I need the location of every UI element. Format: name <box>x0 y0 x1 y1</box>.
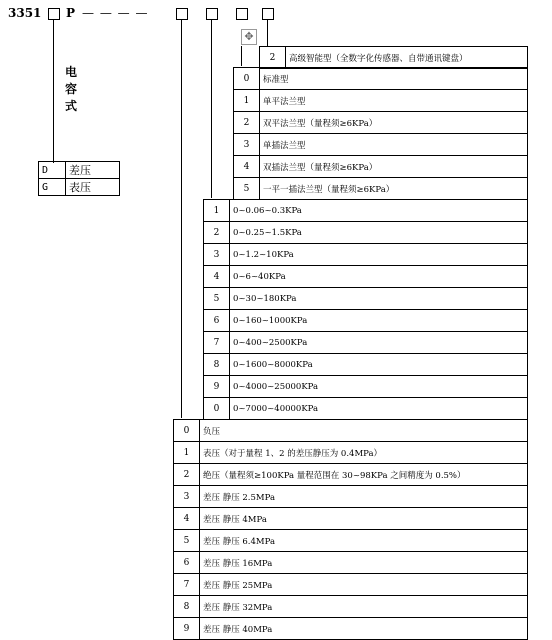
table-row <box>234 68 528 90</box>
row-code: 1 <box>174 442 200 464</box>
row-label: 差压 静压 6.4MPa <box>200 530 528 552</box>
table-row <box>204 200 528 222</box>
row-label: 0~1.2~10KPa <box>230 244 528 266</box>
table-row <box>39 179 120 196</box>
table-row <box>174 464 528 486</box>
row-label: 差压 静压 25MPa <box>200 574 528 596</box>
pressure-kind-label: 表压 <box>66 179 120 196</box>
row-label: 0~0.25~1.5KPa <box>230 222 528 244</box>
table-row <box>174 618 528 640</box>
row-label: 差压 静压 4MPa <box>200 508 528 530</box>
table-row <box>39 162 120 179</box>
static-pressure-table <box>173 419 528 640</box>
row-label: 一平一插法兰型（量程须≥6KPa） <box>260 178 528 200</box>
row-code: 2 <box>204 222 230 244</box>
table-row <box>234 112 528 134</box>
row-label: 0~6~40KPa <box>230 266 528 288</box>
table-row <box>174 442 528 464</box>
table-row <box>174 574 528 596</box>
row-code: 5 <box>174 530 200 552</box>
row-code: 4 <box>234 156 260 178</box>
row-code: 6 <box>174 552 200 574</box>
table-row <box>174 508 528 530</box>
row-label: 差压 静压 2.5MPa <box>200 486 528 508</box>
table-row <box>234 134 528 156</box>
table-row <box>174 486 528 508</box>
row-code: 5 <box>234 178 260 200</box>
row-code: 1 <box>234 90 260 112</box>
row-label: 双平法兰型（量程须≥6KPa） <box>260 112 528 134</box>
table-row <box>234 90 528 112</box>
row-code: 9 <box>204 376 230 398</box>
pressure-kind-code: G <box>39 179 66 196</box>
row-code: 0 <box>234 68 260 90</box>
model-dashes: — — — — <box>82 6 149 20</box>
row-label: 差压 静压 40MPa <box>200 618 528 640</box>
table-row <box>234 156 528 178</box>
connector-static <box>181 20 182 418</box>
row-label: 标准型 <box>260 68 528 90</box>
table-row <box>234 178 528 200</box>
table-row <box>174 552 528 574</box>
row-label: 差压 静压 16MPa <box>200 552 528 574</box>
row-label: 0~1600~8000KPa <box>230 354 528 376</box>
table-row <box>174 596 528 618</box>
code-box-4 <box>236 8 248 20</box>
table-row <box>204 266 528 288</box>
table-row <box>204 288 528 310</box>
model-series: 3351 <box>8 6 42 20</box>
row-label: 0~400~2500KPa <box>230 332 528 354</box>
row-label: 0~7000~40000KPa <box>230 398 528 420</box>
row-label: 单插法兰型 <box>260 134 528 156</box>
model-type-letter: P <box>66 6 76 20</box>
structure-table <box>233 67 528 200</box>
row-code: 8 <box>204 354 230 376</box>
row-code: 1 <box>204 200 230 222</box>
row-code: 0 <box>204 398 230 420</box>
row-code: 6 <box>204 310 230 332</box>
row-label: 0~0.06~0.3KPa <box>230 200 528 222</box>
row-code: 3 <box>234 134 260 156</box>
table-row <box>174 530 528 552</box>
row-code: 7 <box>204 332 230 354</box>
connector-range <box>211 20 212 198</box>
table-row <box>174 420 528 442</box>
row-code: 0 <box>174 420 200 442</box>
table-row <box>204 332 528 354</box>
row-code: 5 <box>204 288 230 310</box>
code-box-5 <box>262 8 274 20</box>
row-label: 0~160~1000KPa <box>230 310 528 332</box>
table-row <box>204 398 528 420</box>
row-code: 3 <box>204 244 230 266</box>
top-option-table <box>259 46 528 69</box>
table-row <box>204 376 528 398</box>
code-box-1 <box>48 8 60 20</box>
row-label: 单平法兰型 <box>260 90 528 112</box>
row-code: 2 <box>234 112 260 134</box>
code-box-2 <box>176 8 188 20</box>
structure-body <box>234 68 528 200</box>
sensor-type-label <box>64 64 78 115</box>
row-code: 4 <box>174 508 200 530</box>
table-row <box>204 310 528 332</box>
row-code: 3 <box>174 486 200 508</box>
range-body <box>204 200 528 420</box>
pressure-kind-label: 差压 <box>66 162 120 179</box>
row-label: 绝压（量程须≥100KPa 量程范围在 30~98KPa 之间精度为 0.5%） <box>200 464 528 486</box>
row-code: 7 <box>174 574 200 596</box>
code-box-3 <box>206 8 218 20</box>
table-row <box>204 354 528 376</box>
row-label: 差压 静压 32MPa <box>200 596 528 618</box>
table-row <box>204 222 528 244</box>
option-label: 高级智能型（全数字化传感器、自带通讯键盘） <box>286 47 528 69</box>
row-code: 9 <box>174 618 200 640</box>
connector-d-g <box>53 20 54 163</box>
row-code: 8 <box>174 596 200 618</box>
option-code: 2 <box>260 47 286 69</box>
row-label: 0~4000~25000KPa <box>230 376 528 398</box>
connector-structure <box>241 46 242 66</box>
table-row <box>204 244 528 266</box>
connector-top <box>267 20 268 46</box>
range-table <box>203 199 528 420</box>
sensor-type-text: 电容式 <box>64 65 77 113</box>
static-body <box>174 420 528 640</box>
row-code: 4 <box>204 266 230 288</box>
row-label: 0~30~180KPa <box>230 288 528 310</box>
pressure-kind-table <box>38 161 120 196</box>
pressure-kind-code: D <box>39 162 66 179</box>
move-icon[interactable]: ✥ <box>241 29 257 45</box>
row-label: 表压（对于量程 1、2 的差压静压为 0.4MPa） <box>200 442 528 464</box>
row-code: 2 <box>174 464 200 486</box>
table-row <box>260 47 528 69</box>
row-label: 负压 <box>200 420 528 442</box>
row-label: 双插法兰型（量程须≥6KPa） <box>260 156 528 178</box>
